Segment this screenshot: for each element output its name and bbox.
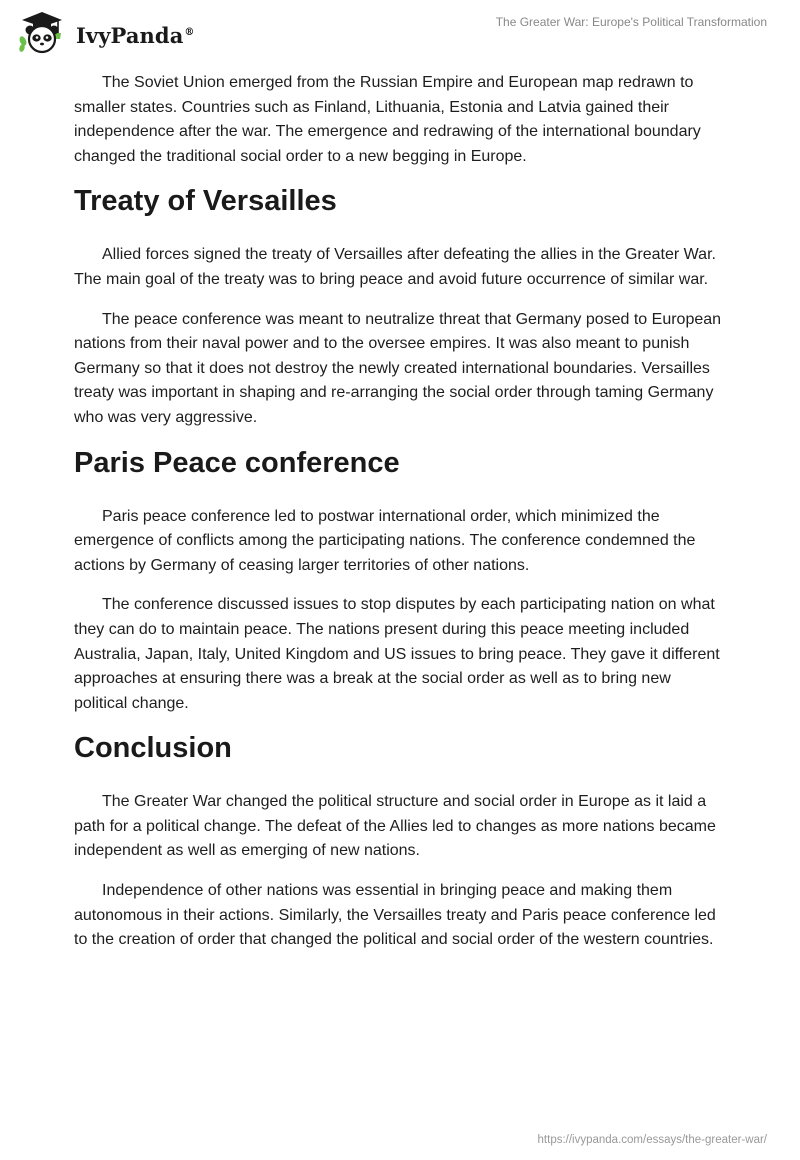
versailles-paragraph-1: Allied forces signed the treaty of Versailles after defeating the allies in the Greater War. The main goal of the treaty was to bring peace and avoid future occurrence of similar war. (74, 246, 716, 288)
brand-logo[interactable] (14, 9, 195, 57)
document-title: The Greater War: Europe's Political Transformation (495, 15, 767, 29)
heading-treaty-of-versailles: Treaty of Versailles (74, 185, 337, 218)
conclusion-paragraph-1: The Greater War changed the political structure and social order in Europe as it laid a path for a political change. The defeat of the Allies led to changes as more nations became independent as well as emerging of new nations. (74, 793, 716, 860)
source-url-link[interactable]: https://ivypanda.com/essays/the-greater-war/ (537, 1134, 767, 1146)
panda-graduate-icon (14, 9, 70, 57)
paris-paragraph-1: Paris peace conference led to postwar international order, which minimized the emergence of conflicts among the participating nations. The conference condemned the actions by Germany of ceasing larger territories of other nations. (74, 507, 696, 574)
conclusion-paragraph-2: Independence of other nations was essential in bringing peace and making them autonomous in their actions. Similarly, the Versailles treaty and Paris peace conference led to the creation of order that changed the political and social order of the western countries. (74, 882, 716, 949)
page-header (0, 0, 800, 70)
heading-paris-peace-conference: Paris Peace conference (74, 446, 400, 479)
intro-paragraph-1: The Soviet Union emerged from the Russian Empire and European map redrawn to smaller states. Countries such as Finland, Lithuania, Estonia and Latvia gained their independence after the war. The emergence and redrawing of the international boundary changed the traditional social order to a new begging in Europe. (74, 74, 701, 165)
versailles-paragraph-2: The peace conference was meant to neutralize threat that Germany posed to European nations from their naval power and to the oversee empires. It was also meant to punish Germany so that it does not destroy the newly created international boundaries. Versailles treaty was important in shaping and re-arranging the social order through taming Germany who was very aggressive. (74, 310, 722, 426)
heading-conclusion: Conclusion (74, 732, 232, 765)
paris-paragraph-2: The conference discussed issues to stop disputes by each participating nation on what they can do to maintain peace. The nations present during this peace meeting included Australia, Japan, Italy, United Kingdom and US issues to bring peace. They gave it different approaches at ensuring there was a break at the social order as well as to bring new political change. (74, 596, 720, 712)
essay-content (74, 71, 726, 968)
brand-name: IvyPanda® (76, 22, 195, 48)
